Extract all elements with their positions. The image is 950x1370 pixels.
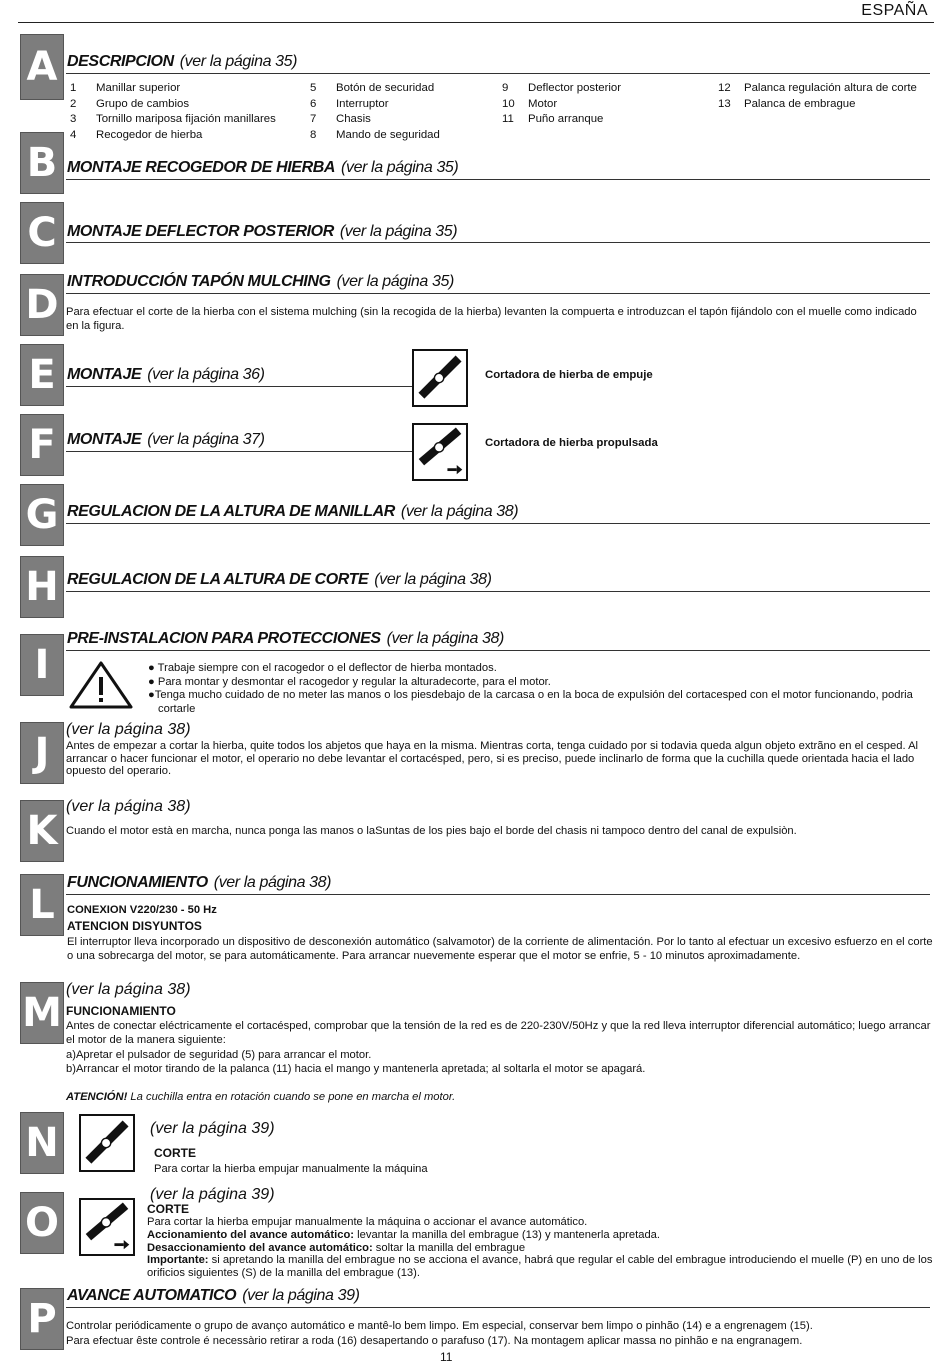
section-letter-a: A [20,34,64,100]
section-letter-h: H [20,556,64,618]
section-i-rule [66,650,930,651]
section-m-text2: a)Apretar el pulsador de seguridad (5) para arrancar el motor. [66,1049,372,1061]
section-h-rule [66,591,930,592]
section-letter-g: G [20,484,64,546]
push-mower-icon [79,1114,135,1172]
section-j-ref: (ver la página 38) [66,721,191,738]
section-letter-e: E [20,344,64,406]
section-p-rule [66,1307,930,1308]
section-d-rule [66,293,930,294]
section-l-sub1: CONEXION V220/230 - 50 Hz [67,904,217,916]
section-letter-l: L [20,874,64,936]
section-l-rule [66,894,930,895]
section-o-body: Para cortar la hierba empujar manualmente la máquina o accionar el avance automático. Accionamiento del avance automático: levantar la manilla del embrague (13) y mantenerla apretada. Desaccionamiento del avance automático: soltar la manilla del embrague Importante: si apretando la manilla del embrague no se acciona el avance, habrá que regular el cable del embrague introduciendo el muelle (P) en uno de los orificios siguientes (S) de la manilla del embrague (13). [147,1216,933,1280]
list-item: 6 Interruptor [310,97,389,110]
section-c-title: MONTAJE DEFLECTOR POSTERIOR (ver la página 35) [67,223,458,240]
section-m-text1: Antes de conectar eléctricamente el cortacésped, comprobar que la tensión de la red es de 220-230V/50Hz y que la red lleva interruptor diferencial automático; luego arrancar el motor de la manera siguiente: [66,1020,931,1046]
section-letter-p: P [20,1288,64,1350]
list-item: 3 Tornillo mariposa fijación manillares [70,113,276,125]
section-e-rule [66,386,412,387]
section-d-title: INTRODUCCIÓN TAPÓN MULCHING (ver la página 35) [67,273,454,290]
self-propelled-mower-icon [412,423,468,481]
section-p-text1: Controlar periódicamente o grupo de avanço automático e mantê-lo bem limpo. Em especial, conservar bem limpo o pinhão (14) e a engrenagem (15). [66,1320,813,1332]
self-propelled-mower-icon [79,1198,135,1256]
section-m-ref: (ver la página 38) [66,981,191,998]
push-mower-label: Cortadora de hierba de empuje [485,369,653,381]
list-item: ● Para montar y desmontar el racogedor y regular la alturadecorte, para el motor. [148,675,551,688]
section-b-rule [66,179,930,180]
section-letter-m: M [20,982,64,1044]
section-i-bullets [148,662,932,716]
section-n-sub: CORTE [154,1146,196,1160]
parts-list-col-1 [66,81,276,143]
section-k-text: Cuando el motor està en marcha, nunca ponga las manos o laSuntas de los pies bajo el borde del chasis ni tampoco dentro del canal de expulsiòn. [66,825,797,837]
list-item: 2 Grupo de cambios [70,97,190,110]
list-item: ● Trabaje siempre con el racogedor o el deflector de hierba montados. [148,662,497,674]
section-a-rule [66,73,930,74]
section-m-sub: FUNCIONAMIENTO [66,1004,176,1018]
section-letter-i: I [20,634,64,696]
section-a-title: DESCRIPCION (ver la página 35) [67,53,298,70]
section-p-text2: Para efectuar êste controle é necessàrio retirar a roda (16) desapertando o parafuso (17). Na montagem aplicar massa no pinhão e na engranagem. [66,1335,803,1347]
section-c-rule [66,242,930,243]
list-item-continuation: cortarle [158,702,196,715]
section-letter-c: C [20,202,64,264]
list-item: ●Tenga mucho cuidado de no meter las manos o los piesdebajo de la carcasa o en la boca de expulsión del cortacesped con el motor funcionando, podria [148,689,913,701]
section-o-ref: (ver la página 39) [150,1186,275,1203]
parts-list-col-4 [714,81,917,112]
list-item: 10 Motor [502,97,558,110]
list-item: 7 Chasis [310,113,371,125]
section-p-title: AVANCE AUTOMATICO (ver la página 39) [67,1287,360,1304]
push-mower-icon [412,349,468,407]
section-g-rule [66,523,930,524]
section-letter-d: D [20,274,64,336]
section-m-text3: b)Arrancar el motor tirando de la palanca (11) hacia el mango y mantenerla apretada; al soltarla el motor se apagará. [66,1063,646,1075]
section-l-sub2: ATENCION DISYUNTOS [67,919,202,933]
self-propelled-mower-label: Cortadora de hierba propulsada [485,437,658,449]
section-letter-j: J [20,722,64,784]
section-l-text: El interruptor lleva incorporado un dispositivo de desconexión automático (salvamotor) de la corriente de alimentación. Por lo tanto al efectuar un excesivo esfuerzo en el corte o una sobrecarga del motor, se para automáticamente. Para arrancar nuevemente esperar que el motor se enfrie, 5 - 10 minutos aproximadamente. [67,936,933,962]
parts-list-col-2 [306,81,440,143]
section-letter-b: B [20,132,64,194]
parts-list-col-3 [498,81,621,128]
list-item: 13 Palanca de embrague [718,97,856,110]
country-label: ESPAÑA [861,2,928,19]
list-item: 9 Deflector posterior [502,82,622,94]
section-n-ref: (ver la página 39) [150,1120,275,1137]
section-g-title: REGULACION DE LA ALTURA DE MANILLAR (ver la página 38) [67,503,519,520]
list-item: 8 Mando de seguridad [310,128,440,141]
list-item: 4 Recogedor de hierba [70,128,203,141]
section-b-title: MONTAJE RECOGEDOR DE HIERBA (ver la página 35) [67,159,459,176]
section-l-title: FUNCIONAMIENTO (ver la página 38) [67,874,332,891]
section-j-text: Antes de empezar a cortar la hierba, quite todos los abjetos que haya en la misma. Mientras corta, tenga cuidado por si todavia queda algun objeto extrãno en el cesped. Al arrancar o hacer funcionar el motor, el operario no debe levantar el cortacésped, pero, si es preciso, puede inclinarlo de forma que la cuchilla quede orientada hacia el lado opuesto del operario. [66,740,919,777]
section-h-title: REGULACION DE LA ALTURA DE CORTE (ver la página 38) [67,571,492,588]
section-f-title: MONTAJE (ver la página 37) [67,431,265,448]
page-number: 11 [440,1350,453,1364]
section-letter-n: N [20,1112,64,1174]
warning-icon [68,660,134,710]
list-item: 12 Palanca regulación altura de corte [718,82,917,94]
list-item: 11 Puño arranque [502,113,604,125]
section-o-sub: CORTE [147,1202,189,1216]
section-e-title: MONTAJE (ver la página 36) [67,366,265,383]
list-item: 5 Botón de securidad [310,82,435,94]
section-n-text: Para cortar la hierba empujar manualmente la máquina [154,1163,428,1175]
section-letter-f: F [20,414,64,476]
header-rule [18,22,934,23]
section-letter-o: O [20,1192,64,1254]
section-i-title: PRE-INSTALACION PARA PROTECCIONES (ver la página 38) [67,630,504,647]
section-m-attention: ATENCIÓN! La cuchilla entra en rotación cuando se pone en marcha el motor. [66,1091,456,1103]
list-item: 1 Manillar superior [70,82,181,94]
section-letter-k: K [20,800,64,862]
section-f-rule [66,451,412,452]
section-k-ref: (ver la página 38) [66,798,191,815]
section-d-text: Para efectuar el corte de la hierba con el sistema mulching (sin la recogida de la hierba) levanten la compuerta e introduzcan el tapón fijándolo con el muelle como indicado en la figura. [66,306,917,332]
